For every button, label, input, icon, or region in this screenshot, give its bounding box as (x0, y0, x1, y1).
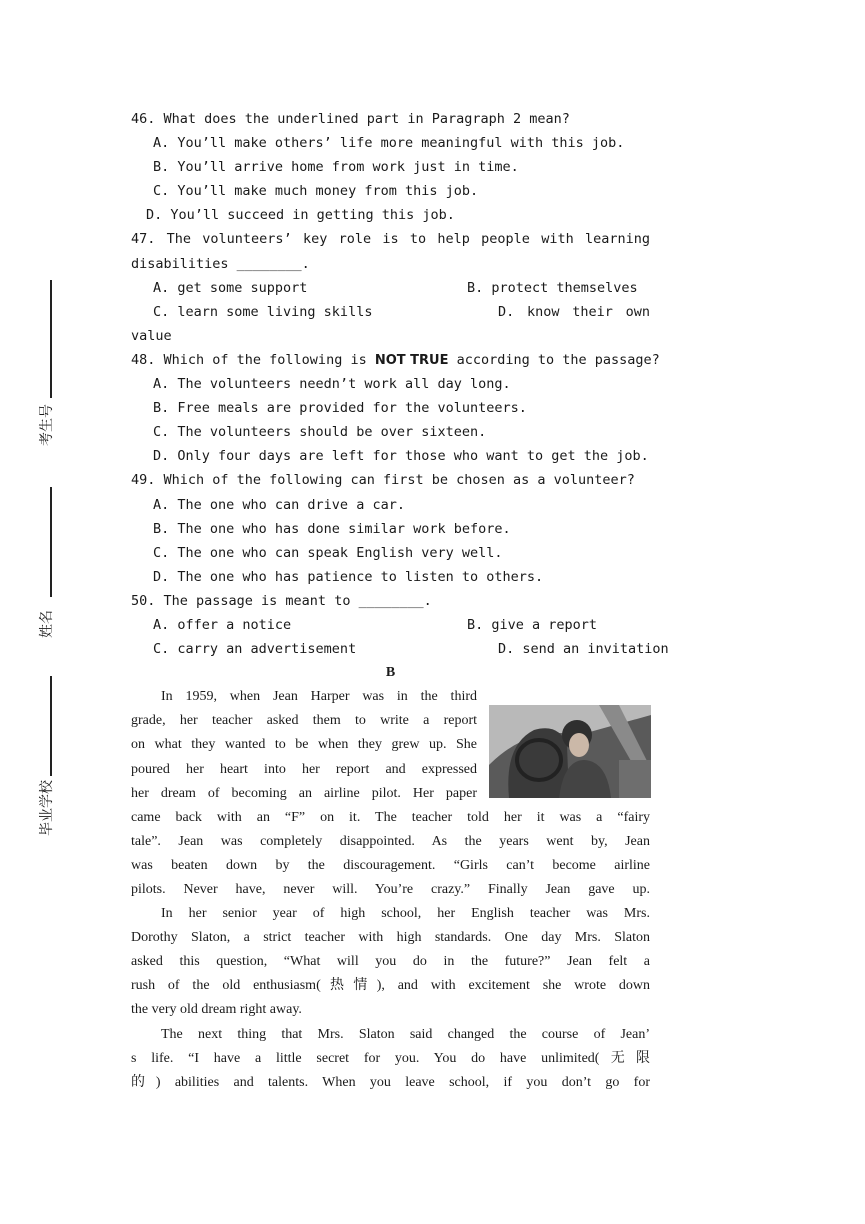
q48-stem-post: according to the passage? (448, 351, 660, 368)
q50-option-b: B. give a report (467, 616, 598, 633)
q50-option-d: D. send an invitation (498, 641, 669, 658)
passage-line: on what they wanted to be when they grew up. She (131, 737, 477, 753)
pilot-photo (489, 705, 651, 798)
q49-option-b: B. The one who has done similar work before. (153, 520, 511, 537)
q50-stem: 50. The passage is meant to ________. (131, 592, 432, 609)
passage-line: s life. “I have a little secret for you. You do have unlimited(无限 (131, 1050, 650, 1066)
exam-no-underline (50, 280, 52, 398)
school-label: 毕业学校 (39, 780, 55, 836)
section-b-heading: B (385, 665, 396, 681)
q46-option-b: B. You’ll arrive home from work just in time. (153, 159, 519, 176)
passage-line: poured her heart into her report and expressed (131, 761, 477, 777)
q50-options-row2 (131, 637, 669, 661)
passage-line: was beaten down by the discouragement. “Girls can’t become airline (131, 857, 650, 873)
q49-stem: 49. Which of the following can first be chosen as a volunteer? (131, 472, 635, 489)
passage-line: her dream of becoming an airline pilot. Her paper (131, 785, 477, 801)
q47-stem-line2: disabilities ________. (131, 255, 310, 272)
passage-paragraph-2 (131, 902, 650, 1022)
q48-option-c: C. The volunteers should be over sixteen. (153, 424, 487, 441)
q47-option-d-continued: value (131, 327, 172, 344)
q49-option-d: D. The one who has patience to listen to others. (153, 568, 544, 585)
q47-options-row2 (131, 300, 650, 324)
q47-option-d: D. know their own (498, 303, 650, 320)
q48-option-b: B. Free meals are provided for the volunteers. (153, 400, 527, 417)
school-underline (50, 676, 52, 776)
passage-line: Dorothy Slaton, a strict teacher with high standards. One day Mrs. Slaton (131, 930, 650, 946)
q47-option-c: C. learn some living skills (153, 303, 373, 320)
q47-stem-line1: 47. The volunteers’ key role is to help people with learning (131, 231, 650, 248)
passage-line: the very old dream right away. (131, 1002, 302, 1018)
passage-line: grade, her teacher asked them to write a report (131, 713, 477, 729)
q50-options-row1 (131, 613, 650, 637)
pilot-photo-illustration (489, 705, 651, 798)
q48-option-d: D. Only four days are left for those who want to get the job. (153, 448, 649, 465)
passage-line: pilots. Never have, never will. You’re crazy.” Finally Jean gave up. (131, 882, 650, 897)
name-label: 姓名 (39, 610, 55, 638)
q47-option-a: A. get some support (153, 279, 308, 296)
q46-stem: 46. What does the underlined part in Paragraph 2 mean? (131, 111, 570, 127)
q48-stem-emphasis: NOT TRUE (374, 352, 449, 368)
q50-option-a: A. offer a notice (153, 616, 292, 633)
q49-option-a: A. The one who can drive a car. (153, 496, 405, 513)
name-underline (50, 487, 52, 597)
passage-line: tale”. Jean was completely disappointed. As the years went by, Jean (131, 833, 650, 849)
passage-line: In her senior year of high school, her English teacher was Mrs. (161, 906, 650, 922)
q48-option-a: A. The volunteers needn’t work all day long. (153, 376, 511, 393)
q50-option-c: C. carry an advertisement (153, 641, 357, 658)
passage-line: rush of the old enthusiasm(热情), and with excitement she wrote down (131, 978, 650, 994)
q48-stem-pre: 48. Which of the following is (131, 351, 375, 368)
passage-line: came back with an “F” on it. The teacher told her it was a “fairy (131, 809, 650, 825)
passage-line: In 1959, when Jean Harper was in the third (161, 689, 477, 705)
q48-stem (131, 348, 660, 372)
q47-options-row1 (131, 276, 650, 300)
q49-option-c: C. The one who can speak English very well. (153, 544, 503, 561)
passage-line: The next thing that Mrs. Slaton said changed the course of Jean’ (161, 1026, 650, 1042)
passage-line: 的) abilities and talents. When you leave school, if you don’t go for (131, 1074, 650, 1090)
q47-option-b: B. protect themselves (467, 279, 638, 296)
q46-option-d: D. You’ll succeed in getting this job. (146, 207, 455, 224)
q46-option-a: A. You’ll make others’ life more meaningful with this job. (153, 135, 625, 152)
passage-line: asked this question, “What will you do in the future?” Jean felt a (131, 954, 650, 970)
questions-block (131, 107, 669, 1095)
exam-no-label: 考生号 (39, 404, 55, 446)
passage-paragraph-3 (131, 1023, 650, 1095)
q46-option-c: C. You’ll make much money from this job. (153, 183, 479, 200)
